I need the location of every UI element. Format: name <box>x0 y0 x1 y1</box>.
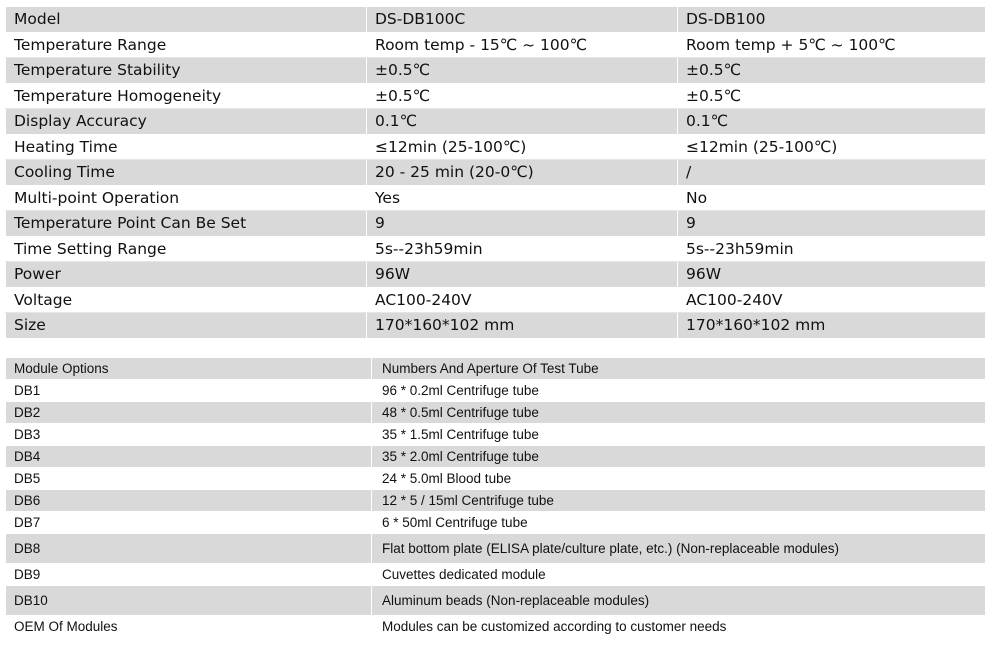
spec-value-db100: Room temp + 5℃ ~ 100℃ <box>678 32 986 58</box>
spec-value-db100c: 9 <box>367 211 678 237</box>
table-row <box>6 402 986 424</box>
table-row <box>6 83 986 109</box>
spec-label: Temperature Homogeneity <box>6 83 367 109</box>
module-description: 48 * 0.5ml Centrifuge tube <box>372 402 986 424</box>
spec-value-db100c: ±0.5℃ <box>367 58 678 84</box>
module-option: DB10 <box>6 586 372 616</box>
module-option: DB4 <box>6 446 372 468</box>
table-row <box>6 262 986 288</box>
module-description: 6 * 50ml Centrifuge tube <box>372 512 986 534</box>
spec-label: Power <box>6 262 367 288</box>
module-option: DB3 <box>6 424 372 446</box>
module-description: Cuvettes dedicated module <box>372 564 986 586</box>
module-description: 35 * 1.5ml Centrifuge tube <box>372 424 986 446</box>
module-description: 24 * 5.0ml Blood tube <box>372 468 986 490</box>
spec-value-db100: ≤12min (25-100℃) <box>678 134 986 160</box>
module-table <box>5 357 986 638</box>
spec-label: Temperature Range <box>6 32 367 58</box>
table-row <box>6 287 986 313</box>
spec-value-db100: 170*160*102 mm <box>678 313 986 339</box>
table-row <box>6 358 986 380</box>
spec-label: Size <box>6 313 367 339</box>
spec-value-db100c: 5s--23h59min <box>367 236 678 262</box>
table-row <box>6 211 986 237</box>
module-option: DB6 <box>6 490 372 512</box>
spec-value-db100c: DS-DB100C <box>367 7 678 33</box>
spec-value-db100c: ±0.5℃ <box>367 83 678 109</box>
spec-label: Multi-point Operation <box>6 185 367 211</box>
table-row <box>6 185 986 211</box>
module-option: DB8 <box>6 534 372 564</box>
spec-value-db100c: 170*160*102 mm <box>367 313 678 339</box>
table-row <box>6 109 986 135</box>
module-description: 12 * 5 / 15ml Centrifuge tube <box>372 490 986 512</box>
module-option: OEM Of Modules <box>6 616 372 638</box>
spec-label: Temperature Point Can Be Set <box>6 211 367 237</box>
spec-value-db100: 0.1℃ <box>678 109 986 135</box>
spec-value-db100c: 96W <box>367 262 678 288</box>
spec-value-db100: No <box>678 185 986 211</box>
table-row <box>6 616 986 638</box>
table-row <box>6 512 986 534</box>
table-row <box>6 534 986 564</box>
table-row <box>6 380 986 402</box>
module-description: 35 * 2.0ml Centrifuge tube <box>372 446 986 468</box>
module-option: DB5 <box>6 468 372 490</box>
table-row <box>6 32 986 58</box>
spec-value-db100: ±0.5℃ <box>678 58 986 84</box>
spec-value-db100c: AC100-240V <box>367 287 678 313</box>
table-row <box>6 313 986 339</box>
spec-table <box>5 6 986 339</box>
module-option: DB7 <box>6 512 372 534</box>
spec-value-db100: ±0.5℃ <box>678 83 986 109</box>
table-row <box>6 564 986 586</box>
spec-label: Time Setting Range <box>6 236 367 262</box>
spec-label: Cooling Time <box>6 160 367 186</box>
table-row <box>6 7 986 33</box>
module-description: 96 * 0.2ml Centrifuge tube <box>372 380 986 402</box>
spec-value-db100: AC100-240V <box>678 287 986 313</box>
module-description: Numbers And Aperture Of Test Tube <box>372 358 986 380</box>
spec-value-db100: 96W <box>678 262 986 288</box>
spec-value-db100c: ≤12min (25-100℃) <box>367 134 678 160</box>
table-row <box>6 236 986 262</box>
module-option: DB1 <box>6 380 372 402</box>
module-option: DB2 <box>6 402 372 424</box>
table-row <box>6 490 986 512</box>
table-row <box>6 134 986 160</box>
spec-value-db100: DS-DB100 <box>678 7 986 33</box>
spec-label: Display Accuracy <box>6 109 367 135</box>
spec-label: Voltage <box>6 287 367 313</box>
spec-value-db100: / <box>678 160 986 186</box>
table-row <box>6 446 986 468</box>
spec-value-db100c: 20 - 25 min (20-0℃) <box>367 160 678 186</box>
table-row <box>6 468 986 490</box>
spec-value-db100: 9 <box>678 211 986 237</box>
spec-value-db100c: Room temp - 15℃ ~ 100℃ <box>367 32 678 58</box>
table-row <box>6 58 986 84</box>
table-row <box>6 160 986 186</box>
table-row <box>6 424 986 446</box>
module-option: DB9 <box>6 564 372 586</box>
spec-value-db100c: Yes <box>367 185 678 211</box>
module-description: Modules can be customized according to customer needs <box>372 616 986 638</box>
spec-label: Model <box>6 7 367 33</box>
spec-value-db100c: 0.1℃ <box>367 109 678 135</box>
table-row <box>6 586 986 616</box>
module-description: Aluminum beads (Non-replaceable modules) <box>372 586 986 616</box>
spec-label: Heating Time <box>6 134 367 160</box>
module-description: Flat bottom plate (ELISA plate/culture plate, etc.) (Non-replaceable modules) <box>372 534 986 564</box>
module-option: Module Options <box>6 358 372 380</box>
spec-value-db100: 5s--23h59min <box>678 236 986 262</box>
spec-label: Temperature Stability <box>6 58 367 84</box>
